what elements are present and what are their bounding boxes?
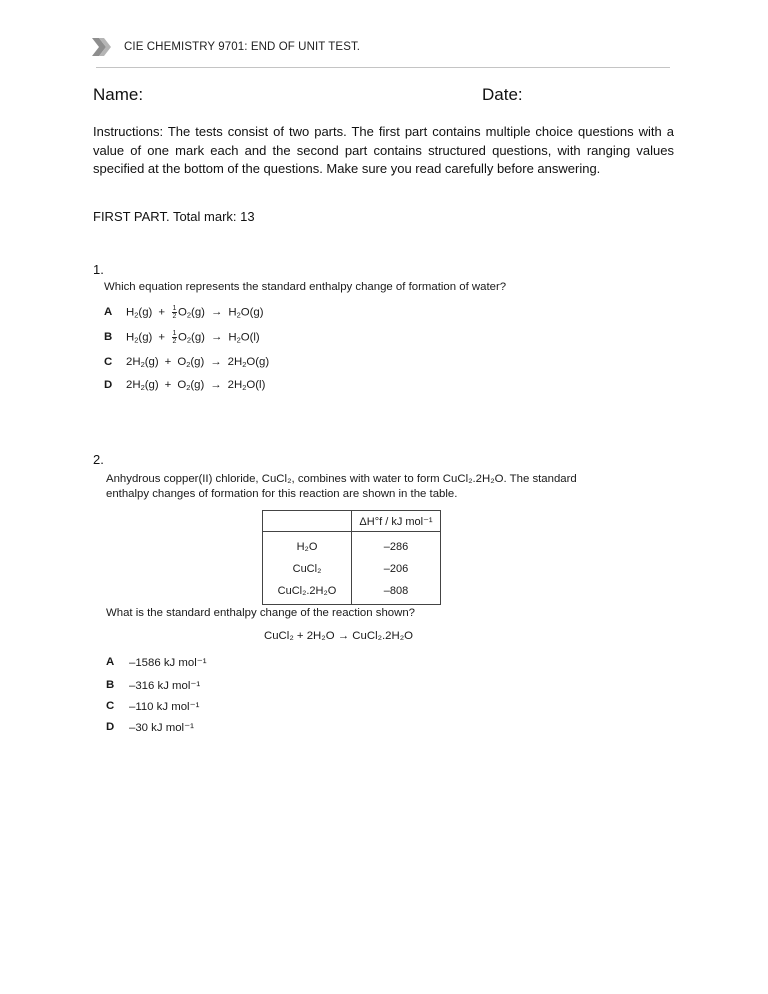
table-row: [263, 580, 441, 605]
option-letter: A: [106, 656, 115, 668]
option-letter: B: [104, 331, 113, 343]
option-letter: C: [104, 356, 113, 368]
option-value: –316 kJ mol⁻¹: [129, 680, 201, 692]
part-heading: FIRST PART. Total mark: 13: [93, 209, 255, 224]
header-divider: [96, 67, 670, 68]
option-value: –1586 kJ mol⁻¹: [129, 657, 207, 669]
option-letter: C: [106, 700, 115, 712]
question-2-stem-line-1: Anhydrous copper(II) chloride, CuCl₂, combines with water to form CuCl₂.2H₂O. The standard: [106, 473, 577, 485]
option-letter: D: [106, 721, 115, 733]
date-label: Date:: [482, 85, 523, 104]
question-1-option-d[interactable]: [104, 377, 265, 393]
name-label: Name:: [93, 85, 144, 104]
table-substance: CuCl₂.2H₂O: [263, 580, 352, 605]
option-letter: B: [106, 679, 115, 691]
question-2-option-b[interactable]: [106, 677, 200, 693]
question-2-subquestion: What is the standard enthalpy change of the reaction shown?: [106, 607, 416, 619]
question-1-stem: Which equation represents the standard enthalpy change of formation of water?: [104, 281, 507, 293]
question-2-stem: [106, 472, 626, 502]
instructions: Instructions: The tests consist of two parts. The first part contains multiple choice questions with a value of one mark each and the second part contains structured questions, with ranging values specified at the bottom of the questions. Make sure you read carefully before answering.: [93, 124, 674, 176]
option-value: –110 kJ mol⁻¹: [129, 701, 200, 713]
table-substance: H₂O: [263, 532, 352, 559]
enthalpy-table: [262, 510, 441, 605]
question-1-option-a[interactable]: [104, 304, 264, 320]
table-value: –206: [352, 558, 441, 580]
question-1-option-c[interactable]: [104, 354, 269, 370]
table-substance: CuCl₂: [263, 558, 352, 580]
question-2-option-d[interactable]: [106, 719, 194, 735]
question-2-number: 2.: [93, 452, 104, 467]
question-2-reaction: CuCl₂ + 2H₂O → CuCl₂.2H₂O: [264, 630, 414, 642]
option-value: –30 kJ mol⁻¹: [129, 722, 194, 734]
option-equation: $2H_2(g) + O_2(g) \to 2H_2O(l)$: [126, 379, 266, 392]
table-value: –808: [352, 580, 441, 605]
option-equation: $H_2(g)$ + $\frac{1}{2}$ $O_2(g) \to H_2O(g)$: [126, 304, 264, 320]
question-2-stem-line-2: enthalpy changes of formation for this reaction are shown in the table.: [106, 488, 458, 500]
question-2-option-c[interactable]: [106, 698, 199, 714]
question-1-number: 1.: [93, 262, 104, 277]
option-letter: D: [104, 379, 113, 391]
option-letter: A: [104, 306, 113, 318]
option-equation: $H_2(g)$ + $\frac{1}{2}$ $O_2(g) \to H_2O(l)$: [126, 329, 260, 345]
table-row: [263, 532, 441, 559]
question-2-option-a[interactable]: [106, 654, 207, 670]
table-corner-cell: [263, 511, 352, 532]
page-header: [92, 36, 360, 58]
option-equation: $2H_2(g) + O_2(g) \to 2H_2O(g)$: [126, 356, 270, 369]
double-chevron-icon: [92, 37, 114, 57]
table-row: [263, 558, 441, 580]
table-value: –286: [352, 532, 441, 559]
header-title: CIE CHEMISTRY 9701: END OF UNIT TEST.: [124, 41, 361, 53]
table-column-header: ΔH°f / kJ mol⁻¹: [352, 511, 441, 532]
question-1-option-b[interactable]: [104, 329, 260, 345]
